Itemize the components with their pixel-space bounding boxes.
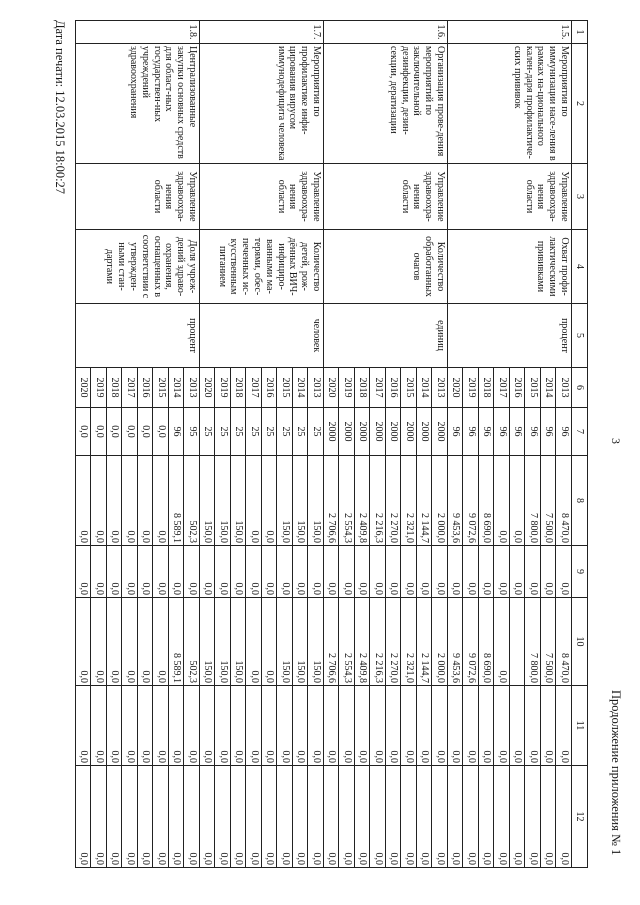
total-cell: 7 500,0 <box>541 456 557 546</box>
executor-cell: Управление здравоохра-нения области <box>76 164 200 230</box>
total-cell: 150,0 <box>231 456 247 546</box>
local-cell: 0,0 <box>169 686 185 766</box>
other-cell: 0,0 <box>479 766 495 868</box>
year-cell: 2013 <box>432 368 448 408</box>
federal-cell: 0,0 <box>215 546 231 598</box>
table-row <box>556 21 572 868</box>
total-cell: 9 072,6 <box>463 456 479 546</box>
total-cell: 7 800,0 <box>525 456 541 546</box>
page-number: 3 <box>609 438 623 444</box>
federal-cell: 0,0 <box>107 546 123 598</box>
unit-cell: единиц <box>324 304 448 368</box>
header-cell: 12 <box>572 766 588 868</box>
federal-cell: 0,0 <box>138 546 154 598</box>
year-cell: 2013 <box>308 368 324 408</box>
event-name-cell: Организация прове-дения мероприятий по заключительной дезинфекции, дезин-секции, дератизации <box>324 44 448 164</box>
year-cell: 2015 <box>277 368 293 408</box>
federal-cell: 0,0 <box>324 546 340 598</box>
regional-cell: 8 589,1 <box>169 598 185 686</box>
local-cell: 0,0 <box>277 686 293 766</box>
regional-cell <box>510 598 526 686</box>
federal-cell: 0,0 <box>122 546 138 598</box>
total-cell: 150,0 <box>277 456 293 546</box>
federal-cell: 0,0 <box>76 546 92 598</box>
year-cell: 2017 <box>494 368 510 408</box>
federal-cell: 0,0 <box>200 546 216 598</box>
federal-cell: 0,0 <box>386 546 402 598</box>
year-cell: 2019 <box>339 368 355 408</box>
regional-cell: 2 554,3 <box>339 598 355 686</box>
target-value-cell: 0,0 <box>153 408 169 456</box>
regional-cell: 9 072,6 <box>463 598 479 686</box>
local-cell: 0,0 <box>463 686 479 766</box>
header-cell: 11 <box>572 686 588 766</box>
local-cell: 0,0 <box>231 686 247 766</box>
federal-cell: 0,0 <box>525 546 541 598</box>
total-cell: 0,0 <box>510 456 526 546</box>
total-cell: 0,0 <box>91 456 107 546</box>
local-cell: 0,0 <box>448 686 464 766</box>
year-cell: 2016 <box>262 368 278 408</box>
other-cell: 0,0 <box>386 766 402 868</box>
other-cell: 0,0 <box>91 766 107 868</box>
local-cell: 0,0 <box>417 686 433 766</box>
target-value-cell: 25 <box>231 408 247 456</box>
year-cell: 2014 <box>541 368 557 408</box>
regional-cell: 8 690,0 <box>479 598 495 686</box>
federal-cell: 0,0 <box>355 546 371 598</box>
target-value-cell: 2000 <box>417 408 433 456</box>
regional-cell: 2 144,7 <box>417 598 433 686</box>
regional-cell: 150,0 <box>277 598 293 686</box>
target-value-cell: 25 <box>293 408 309 456</box>
federal-cell: 0,0 <box>448 546 464 598</box>
event-name-cell: Мероприятия по иммунизации насе-ления в рамках на-ционального кален-даря профилактиче-ских прививок <box>448 44 572 164</box>
total-cell: 150,0 <box>200 456 216 546</box>
target-value-cell: 0,0 <box>91 408 107 456</box>
target-value-cell: 2000 <box>339 408 355 456</box>
total-cell: 0,0 <box>262 456 278 546</box>
event-name-cell: Централизованные закупки основных средств для област-ных государствен-ных учреждений здравоохранения <box>76 44 200 164</box>
regional-cell: 502,3 <box>184 598 200 686</box>
other-cell: 0,0 <box>153 766 169 868</box>
header-cell: 7 <box>572 408 588 456</box>
other-cell: 0,0 <box>246 766 262 868</box>
other-cell: 0,0 <box>494 766 510 868</box>
total-cell: 150,0 <box>215 456 231 546</box>
federal-cell: 0,0 <box>494 546 510 598</box>
other-cell: 0,0 <box>277 766 293 868</box>
total-cell: 0,0 <box>246 456 262 546</box>
total-cell: 2 216,3 <box>370 456 386 546</box>
other-cell: 0,0 <box>463 766 479 868</box>
target-value-cell: 25 <box>277 408 293 456</box>
year-cell: 2020 <box>448 368 464 408</box>
other-cell: 0,0 <box>200 766 216 868</box>
other-cell: 0,0 <box>169 766 185 868</box>
other-cell: 0,0 <box>215 766 231 868</box>
target-value-cell: 96 <box>463 408 479 456</box>
regional-cell: 8 470,0 <box>556 598 572 686</box>
regional-cell: 0,0 <box>246 598 262 686</box>
target-value-cell: 96 <box>525 408 541 456</box>
year-cell: 2018 <box>107 368 123 408</box>
target-value-cell: 25 <box>308 408 324 456</box>
total-cell: 8 470,0 <box>556 456 572 546</box>
target-value-cell: 0,0 <box>76 408 92 456</box>
local-cell: 0,0 <box>293 686 309 766</box>
regional-cell: 0,0 <box>76 598 92 686</box>
target-value-cell: 2000 <box>432 408 448 456</box>
federal-cell: 0,0 <box>417 546 433 598</box>
total-cell: 2 706,6 <box>324 456 340 546</box>
other-cell: 0,0 <box>401 766 417 868</box>
local-cell: 0,0 <box>246 686 262 766</box>
year-cell: 2019 <box>215 368 231 408</box>
regional-cell: 2 409,8 <box>355 598 371 686</box>
executor-cell: Управление здравоохра-нения области <box>448 164 572 230</box>
local-cell: 0,0 <box>153 686 169 766</box>
federal-cell: 0,0 <box>231 546 247 598</box>
regional-cell: 0,0 <box>91 598 107 686</box>
target-value-cell: 96 <box>494 408 510 456</box>
federal-cell: 0,0 <box>91 546 107 598</box>
year-cell: 2015 <box>153 368 169 408</box>
executor-cell: Управление здравоохра-нения области <box>200 164 324 230</box>
regional-cell: 150,0 <box>308 598 324 686</box>
local-cell: 0,0 <box>355 686 371 766</box>
target-value-cell: 25 <box>246 408 262 456</box>
year-cell: 2018 <box>355 368 371 408</box>
total-cell: 150,0 <box>293 456 309 546</box>
total-cell: 0,0 <box>494 456 510 546</box>
federal-cell: 0,0 <box>184 546 200 598</box>
row-number-cell: 1.7. <box>200 21 324 44</box>
local-cell: 0,0 <box>262 686 278 766</box>
regional-cell: 7 500,0 <box>541 598 557 686</box>
federal-cell: 0,0 <box>308 546 324 598</box>
federal-cell: 0,0 <box>262 546 278 598</box>
year-cell: 2019 <box>91 368 107 408</box>
indicator-cell: Количество обработанных очагов <box>324 230 448 304</box>
year-cell: 2014 <box>417 368 433 408</box>
local-cell: 0,0 <box>308 686 324 766</box>
header-cell: 1 <box>572 21 588 44</box>
target-value-cell: 96 <box>541 408 557 456</box>
indicator-cell: Количество детей, рож-дённых ВИЧ-инфициро-ванными ма-терями, обес-печенных ис-кусственным питанием <box>200 230 324 304</box>
local-cell: 0,0 <box>370 686 386 766</box>
unit-cell: процент <box>76 304 200 368</box>
other-cell: 0,0 <box>324 766 340 868</box>
total-cell: 2 321,0 <box>401 456 417 546</box>
regional-cell: 0,0 <box>153 598 169 686</box>
year-cell: 2014 <box>169 368 185 408</box>
federal-cell: 0,0 <box>510 546 526 598</box>
other-cell: 0,0 <box>370 766 386 868</box>
table-row <box>184 21 200 868</box>
local-cell: 0,0 <box>107 686 123 766</box>
total-cell: 2 554,3 <box>339 456 355 546</box>
row-number-cell: 1.8. <box>76 21 200 44</box>
federal-cell: 0,0 <box>370 546 386 598</box>
indicator-cell: Доля учреж-дений здраво-охранения, оснащенных в соответствии с утвержден-ными стан-дартами <box>76 230 200 304</box>
year-cell: 2014 <box>293 368 309 408</box>
executor-cell: Управление здравоохра-нения области <box>324 164 448 230</box>
table-row <box>308 21 324 868</box>
event-name-cell: Мероприятия по профилактике инфи-цирования вирусом иммунодефицита человека <box>200 44 324 164</box>
header-cell: 5 <box>572 304 588 368</box>
year-cell: 2016 <box>138 368 154 408</box>
year-cell: 2019 <box>463 368 479 408</box>
local-cell: 0,0 <box>541 686 557 766</box>
federal-cell: 0,0 <box>153 546 169 598</box>
header-cell: 8 <box>572 456 588 546</box>
regional-cell: 7 800,0 <box>525 598 541 686</box>
unit-cell: процент <box>448 304 572 368</box>
total-cell: 8 690,0 <box>479 456 495 546</box>
year-cell: 2017 <box>370 368 386 408</box>
local-cell: 0,0 <box>479 686 495 766</box>
unit-cell: человек <box>200 304 324 368</box>
federal-cell: 0,0 <box>401 546 417 598</box>
header-cell: 10 <box>572 598 588 686</box>
local-cell: 0,0 <box>494 686 510 766</box>
local-cell: 0,0 <box>510 686 526 766</box>
total-cell: 2 409,8 <box>355 456 371 546</box>
target-value-cell: 25 <box>215 408 231 456</box>
year-cell: 2020 <box>76 368 92 408</box>
year-cell: 2016 <box>510 368 526 408</box>
total-cell: 2 000,0 <box>432 456 448 546</box>
local-cell: 0,0 <box>184 686 200 766</box>
other-cell: 0,0 <box>355 766 371 868</box>
year-cell: 2017 <box>246 368 262 408</box>
local-cell: 0,0 <box>386 686 402 766</box>
year-cell: 2015 <box>525 368 541 408</box>
other-cell: 0,0 <box>122 766 138 868</box>
regional-cell: 9 453,6 <box>448 598 464 686</box>
indicator-cell: Охват профи-лактическими прививками <box>448 230 572 304</box>
federal-cell: 0,0 <box>277 546 293 598</box>
federal-cell: 0,0 <box>339 546 355 598</box>
local-cell: 0,0 <box>525 686 541 766</box>
local-cell: 0,0 <box>215 686 231 766</box>
federal-cell: 0,0 <box>293 546 309 598</box>
local-cell: 0,0 <box>556 686 572 766</box>
other-cell: 0,0 <box>138 766 154 868</box>
regional-cell: 2 000,0 <box>432 598 448 686</box>
target-value-cell: 2000 <box>386 408 402 456</box>
year-cell: 2016 <box>386 368 402 408</box>
total-cell: 2 270,0 <box>386 456 402 546</box>
local-cell: 0,0 <box>324 686 340 766</box>
other-cell: 0,0 <box>262 766 278 868</box>
other-cell: 0,0 <box>556 766 572 868</box>
other-cell: 0,0 <box>432 766 448 868</box>
local-cell: 0,0 <box>432 686 448 766</box>
target-value-cell: 0,0 <box>122 408 138 456</box>
print-date: Дата печати: 12.03.2015 18:00:27 <box>53 20 67 195</box>
header-cell: 2 <box>572 44 588 164</box>
target-value-cell: 0,0 <box>138 408 154 456</box>
target-value-cell: 2000 <box>370 408 386 456</box>
table-row <box>432 21 448 868</box>
target-value-cell: 2000 <box>401 408 417 456</box>
regional-cell: 2 216,3 <box>370 598 386 686</box>
other-cell: 0,0 <box>510 766 526 868</box>
header-cell: 6 <box>572 368 588 408</box>
row-number-cell: 1.5. <box>448 21 572 44</box>
local-cell: 0,0 <box>138 686 154 766</box>
year-cell: 2017 <box>122 368 138 408</box>
other-cell: 0,0 <box>293 766 309 868</box>
total-cell: 0,0 <box>76 456 92 546</box>
regional-cell: 150,0 <box>200 598 216 686</box>
total-cell: 9 453,6 <box>448 456 464 546</box>
regional-cell: 2 706,6 <box>324 598 340 686</box>
other-cell: 0,0 <box>308 766 324 868</box>
federal-cell: 0,0 <box>432 546 448 598</box>
program-table <box>75 20 588 868</box>
other-cell: 0,0 <box>107 766 123 868</box>
target-value-cell: 2000 <box>355 408 371 456</box>
local-cell: 0,0 <box>76 686 92 766</box>
year-cell: 2020 <box>200 368 216 408</box>
header-cell: 9 <box>572 546 588 598</box>
year-cell: 2013 <box>184 368 200 408</box>
target-value-cell: 2000 <box>324 408 340 456</box>
total-cell: 150,0 <box>308 456 324 546</box>
target-value-cell: 96 <box>448 408 464 456</box>
year-cell: 2018 <box>231 368 247 408</box>
year-cell: 2013 <box>556 368 572 408</box>
other-cell: 0,0 <box>76 766 92 868</box>
regional-cell: 0,0 <box>107 598 123 686</box>
federal-cell: 0,0 <box>541 546 557 598</box>
target-value-cell: 95 <box>184 408 200 456</box>
federal-cell: 0,0 <box>246 546 262 598</box>
header-cell: 3 <box>572 164 588 230</box>
regional-cell: 0,0 <box>138 598 154 686</box>
other-cell: 0,0 <box>231 766 247 868</box>
federal-cell: 0,0 <box>169 546 185 598</box>
local-cell: 0,0 <box>122 686 138 766</box>
total-cell: 8 589,1 <box>169 456 185 546</box>
target-value-cell: 25 <box>262 408 278 456</box>
federal-cell: 0,0 <box>479 546 495 598</box>
regional-cell: 150,0 <box>231 598 247 686</box>
regional-cell: 0,0 <box>122 598 138 686</box>
total-cell: 0,0 <box>153 456 169 546</box>
year-cell: 2020 <box>324 368 340 408</box>
federal-cell: 0,0 <box>556 546 572 598</box>
other-cell: 0,0 <box>541 766 557 868</box>
local-cell: 0,0 <box>401 686 417 766</box>
appendix-label: Продолжение приложения № 1 <box>609 690 623 856</box>
target-value-cell: 96 <box>479 408 495 456</box>
row-number-cell: 1.6. <box>324 21 448 44</box>
regional-cell: 2 321,0 <box>401 598 417 686</box>
other-cell: 0,0 <box>339 766 355 868</box>
total-cell: 0,0 <box>107 456 123 546</box>
regional-cell: 0,0 <box>494 598 510 686</box>
total-cell: 2 144,7 <box>417 456 433 546</box>
target-value-cell: 96 <box>510 408 526 456</box>
header-row <box>572 21 588 868</box>
target-value-cell: 96 <box>169 408 185 456</box>
other-cell: 0,0 <box>417 766 433 868</box>
local-cell: 0,0 <box>339 686 355 766</box>
regional-cell: 2 270,0 <box>386 598 402 686</box>
local-cell: 0,0 <box>91 686 107 766</box>
year-cell: 2018 <box>479 368 495 408</box>
federal-cell: 0,0 <box>463 546 479 598</box>
total-cell: 502,3 <box>184 456 200 546</box>
other-cell: 0,0 <box>184 766 200 868</box>
regional-cell: 150,0 <box>215 598 231 686</box>
other-cell: 0,0 <box>525 766 541 868</box>
total-cell: 0,0 <box>138 456 154 546</box>
other-cell: 0,0 <box>448 766 464 868</box>
target-value-cell: 25 <box>200 408 216 456</box>
target-value-cell: 0,0 <box>107 408 123 456</box>
regional-cell: 150,0 <box>293 598 309 686</box>
regional-cell: 0,0 <box>262 598 278 686</box>
header-cell: 4 <box>572 230 588 304</box>
target-value-cell: 96 <box>556 408 572 456</box>
local-cell: 0,0 <box>200 686 216 766</box>
year-cell: 2015 <box>401 368 417 408</box>
total-cell: 0,0 <box>122 456 138 546</box>
